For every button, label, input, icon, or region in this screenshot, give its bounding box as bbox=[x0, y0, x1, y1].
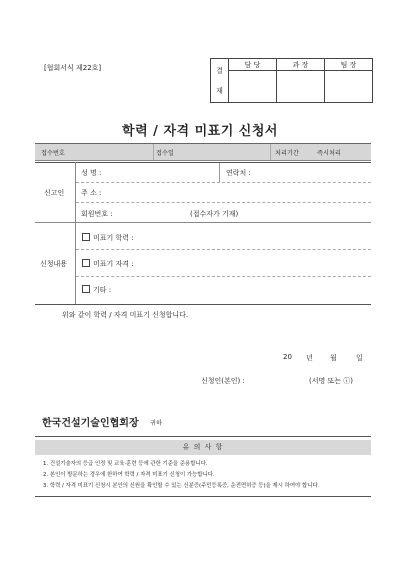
receipt-divider-2 bbox=[270, 144, 271, 160]
approval-header-staff: 담 당 bbox=[229, 59, 277, 71]
notes-title: 유 의 사 항 bbox=[182, 443, 224, 451]
other-checkbox[interactable] bbox=[82, 285, 90, 293]
applicant-section-label: 신고인 bbox=[44, 189, 65, 197]
request-item-education[interactable] bbox=[82, 233, 134, 243]
address-label: 주 소 : bbox=[81, 189, 102, 197]
receipt-bar bbox=[35, 143, 371, 161]
education-checkbox[interactable] bbox=[82, 233, 90, 241]
section-divider bbox=[75, 162, 76, 304]
education-row-separator bbox=[76, 249, 371, 250]
note-item: 3. 학력 / 자격 미표기 신청시 본인의 신원을 확인할 수 있는 신분증(주민등록증, 운전면허증 등)을 제시 하여야 합니다. bbox=[43, 483, 320, 489]
receipt-date-label: 접수일 bbox=[156, 150, 174, 157]
notes-header bbox=[35, 440, 371, 455]
statement-text: 위와 같이 학력 / 자격 미표기 신청합니다. bbox=[62, 311, 189, 319]
date-day-label: 일 bbox=[356, 354, 363, 362]
name-field[interactable] bbox=[123, 165, 215, 178]
date-month-label: 월 bbox=[330, 354, 337, 362]
request-item-other[interactable] bbox=[82, 285, 111, 295]
qualification-checkbox[interactable] bbox=[82, 259, 90, 267]
qualification-label: 미표기 자격 : bbox=[93, 260, 134, 268]
other-label: 기타 : bbox=[93, 286, 112, 294]
signature-label: 신청인(본인) : bbox=[201, 377, 245, 385]
signature-hint: (서명 또는 ⓘ) bbox=[309, 377, 353, 385]
approval-label: 결 재 bbox=[211, 59, 229, 103]
approval-header-leader: 팀 장 bbox=[325, 59, 373, 71]
address-row-separator bbox=[76, 202, 371, 203]
note-item: 2. 본인이 방문하는 경우에 한하여 학력 / 자격 미표기 신청이 가능합니다. bbox=[43, 472, 215, 478]
request-item-qualification[interactable] bbox=[82, 259, 134, 269]
notes-bottom-border bbox=[35, 496, 371, 497]
notes-top-border bbox=[35, 436, 371, 437]
contact-divider bbox=[219, 163, 220, 182]
form-number: [협회서식 제22호] bbox=[44, 64, 102, 72]
member-no-note: (접수자가 기재) bbox=[190, 210, 239, 218]
processing-period-label: 처리기간 bbox=[275, 150, 299, 157]
recipient-org: 한국건설기술인협회장 bbox=[42, 418, 139, 429]
name-row-separator bbox=[76, 182, 371, 183]
recipient-honorific: 귀하 bbox=[150, 420, 162, 427]
address-field[interactable] bbox=[123, 185, 368, 198]
approval-box bbox=[210, 58, 373, 103]
form-top-border bbox=[35, 162, 371, 163]
receipt-divider-1 bbox=[153, 144, 154, 160]
processing-period-value: 즉시처리 bbox=[317, 150, 341, 157]
applicant-bottom-border bbox=[35, 222, 371, 223]
contact-field[interactable] bbox=[256, 165, 368, 178]
form-bottom-border bbox=[35, 304, 371, 305]
note-item: 1. 건설기술자의 등급 인정 및 교육·훈련 등에 관한 기준을 준용합니다. bbox=[43, 461, 208, 467]
receipt-no-label: 접수번호 bbox=[41, 150, 65, 157]
date-year-prefix: 20 bbox=[283, 353, 292, 361]
name-label: 성 명 : bbox=[81, 169, 102, 177]
approval-sign-staff[interactable] bbox=[229, 71, 277, 103]
contact-label: 연락처 : bbox=[226, 169, 251, 177]
approval-sign-leader[interactable] bbox=[325, 71, 373, 103]
qualification-row-separator bbox=[76, 276, 371, 277]
request-section-label: 신청내용 bbox=[40, 260, 68, 268]
approval-header-manager: 과 장 bbox=[277, 59, 325, 71]
notes-list bbox=[35, 459, 371, 492]
signature-field[interactable] bbox=[258, 373, 306, 386]
date-year-label: 년 bbox=[306, 354, 313, 362]
education-label: 미표기 학력 : bbox=[93, 234, 134, 242]
member-no-label: 회원번호 : bbox=[81, 210, 113, 218]
approval-sign-manager[interactable] bbox=[277, 71, 325, 103]
page-title: 학력 / 자격 미표기 신청서 bbox=[122, 124, 278, 139]
